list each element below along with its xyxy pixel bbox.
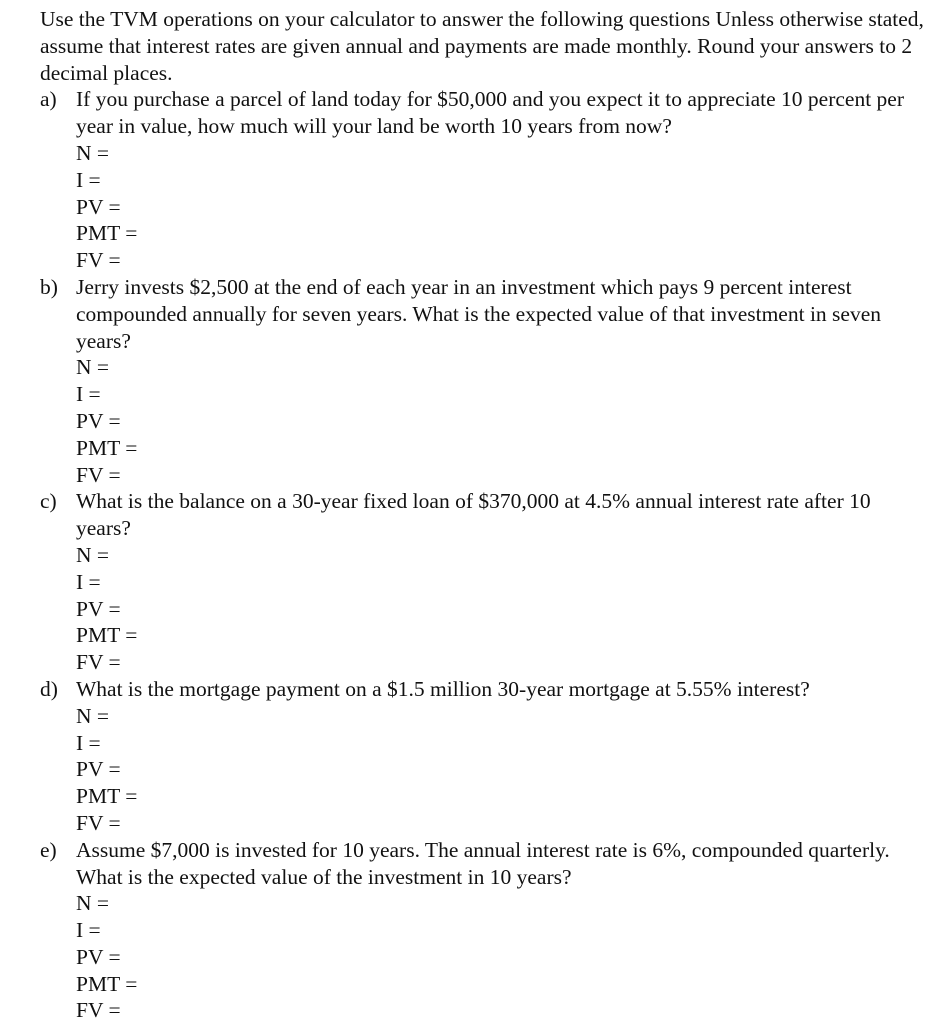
var-fv: FV =: [76, 810, 121, 835]
question-c: [40, 488, 925, 676]
question-label: c): [40, 489, 57, 514]
var-pv: PV =: [76, 757, 121, 782]
question-e: [40, 837, 925, 1024]
var-pmt: PMT =: [76, 435, 138, 460]
var-pmt: PMT =: [76, 784, 138, 809]
question-d: [40, 676, 925, 837]
tvm-variables: [76, 354, 925, 488]
var-pmt: PMT =: [76, 221, 138, 246]
question-text: Jerry invests $2,500 at the end of each year in an investment which pays 9 percent interest compounded annually for seven years. What is the expected value of that investment in seven years?: [76, 274, 882, 353]
question-text: Assume $7,000 is invested for 10 years. The annual interest rate is 6%, compounded quarterly. What is the expected value of the investment in 10 years?: [76, 837, 890, 889]
question-label: b): [40, 274, 58, 299]
var-pmt: PMT =: [76, 971, 138, 996]
var-n: N =: [76, 703, 110, 728]
tvm-variables: [76, 542, 925, 676]
question-label: a): [40, 87, 57, 112]
var-i: I =: [76, 730, 101, 755]
var-pv: PV =: [76, 408, 121, 433]
worksheet: [40, 6, 925, 1024]
var-fv: FV =: [76, 248, 121, 273]
var-n: N =: [76, 140, 110, 165]
var-pv: PV =: [76, 596, 121, 621]
tvm-variables: [76, 703, 925, 837]
var-fv: FV =: [76, 462, 121, 487]
var-n: N =: [76, 542, 110, 567]
var-n: N =: [76, 355, 110, 380]
question-label: d): [40, 676, 58, 701]
instructions: Use the TVM operations on your calculator to answer the following questions Unless otherwise stated, assume that interest rates are given annual and payments are made monthly. Round your answers to 2 decimal places.: [40, 7, 924, 85]
question-text: What is the mortgage payment on a $1.5 million 30-year mortgage at 5.55% interest?: [76, 676, 810, 701]
var-pv: PV =: [76, 194, 121, 219]
tvm-variables: [76, 890, 925, 1024]
var-i: I =: [76, 382, 101, 407]
var-pmt: PMT =: [76, 623, 138, 648]
var-n: N =: [76, 891, 110, 916]
question-label: e): [40, 837, 57, 862]
var-i: I =: [76, 167, 101, 192]
question-text: What is the balance on a 30-year fixed loan of $370,000 at 4.5% annual interest rate after 10 years?: [76, 489, 871, 541]
tvm-variables: [76, 140, 925, 274]
var-pv: PV =: [76, 944, 121, 969]
question-text: If you purchase a parcel of land today for $50,000 and you expect it to appreciate 10 percent per year in value, how much will your land be worth 10 years from now?: [76, 87, 905, 139]
var-i: I =: [76, 918, 101, 943]
var-fv: FV =: [76, 650, 121, 675]
question-b: [40, 274, 925, 488]
question-a: [40, 86, 925, 274]
var-i: I =: [76, 569, 101, 594]
var-fv: FV =: [76, 998, 121, 1023]
